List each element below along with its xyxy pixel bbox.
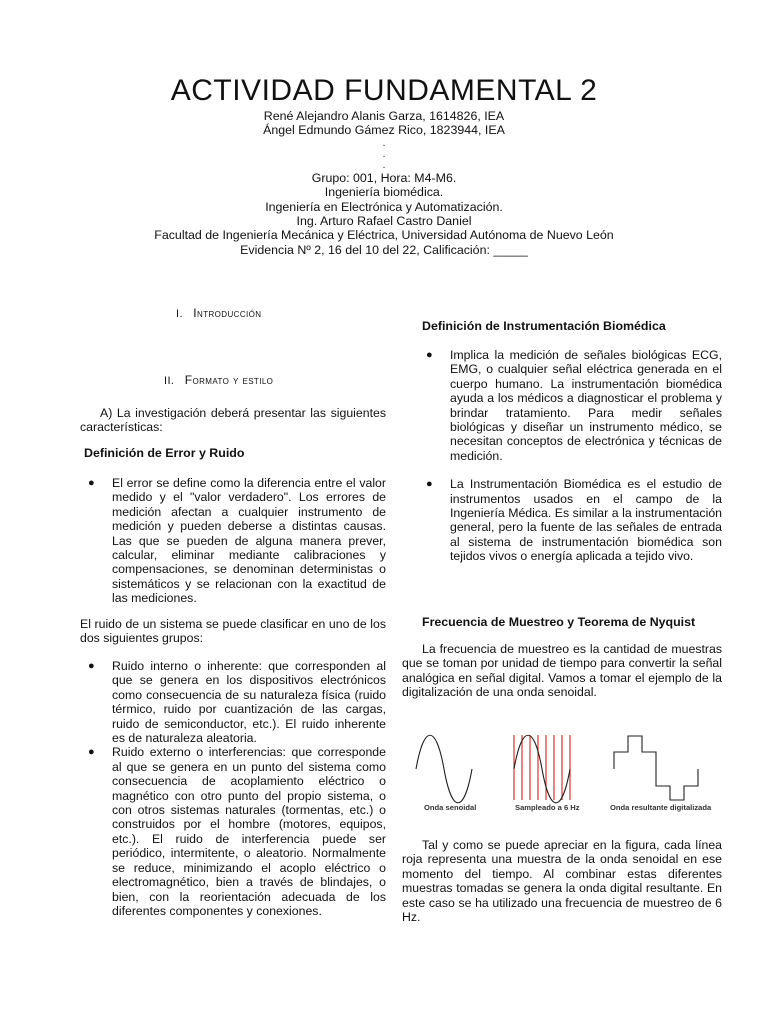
faculty-line: Facultad de Ingeniería Mecánica y Eléctrica, Universidad Autónoma de Nuevo León — [154, 228, 614, 243]
intro-paragraph: A) La investigación deberá presentar las siguientes características: — [80, 406, 386, 435]
sampling-figure — [402, 726, 722, 816]
list-item — [88, 476, 386, 606]
section-2-number: II. — [164, 375, 175, 387]
biomedical-bullet-list — [426, 348, 722, 564]
dot-line-2: . — [382, 148, 386, 160]
error-bullet-list — [88, 476, 386, 606]
list-item — [88, 745, 386, 918]
digitized-wave — [614, 736, 698, 800]
evidence-line: Evidencia Nº 2, 16 del 10 del 22, Calificación: _____ — [240, 242, 528, 257]
teacher-line: Ing. Arturo Rafael Castro Daniel — [296, 214, 472, 229]
noise-internal-text: Ruido interno o inherente: que corresponden al que se genera en los dispositivos electrónicos como consecuencia de su naturaleza física (ruido térmico, ruido por cuantización de las cargas, ruido de semiconductor, etc.). El ruido inherente es de naturaleza aleatoria. — [112, 659, 386, 746]
figure-explanation-paragraph: Tal y como se puede apreciar en la figura, cada línea roja representa una muestra de la onda senoidal en ese momento del tiempo. Al combinar estas diferentes muestras tomadas se genera la onda digital resultante. En este caso se ha utilizado una frecuencia de muestreo de 6 Hz. — [402, 838, 722, 925]
list-item — [88, 659, 386, 746]
sampling-paragraph: La frecuencia de muestreo es la cantidad de muestras que se toman por unidad de tiempo para convertir la señal analógica en señal digital. Vamos a tomar el ejemplo de la digitalización de una onda senoidal. — [402, 642, 722, 700]
noise-intro-paragraph: El ruido de un sistema se puede clasificar en uno de los dos siguientes grupos: — [80, 617, 386, 646]
noise-bullet-list — [88, 659, 386, 918]
section-1-number: I. — [176, 308, 183, 320]
subtitle-nyquist: Frecuencia de Muestreo y Teorema de Nyquist — [422, 615, 696, 629]
header-block — [0, 109, 768, 257]
bullet-icon: ● — [88, 477, 95, 489]
list-item — [426, 477, 722, 564]
career-line: Ingeniería en Electrónica y Automatización. — [265, 199, 503, 214]
caption-digitized: Onda resultante digitalizada — [610, 803, 712, 812]
author-line-2: Ángel Edmundo Gámez Rico, 1823944, IEA — [263, 123, 505, 138]
caption-sampled: Sampleado a 6 Hz — [515, 803, 580, 812]
subject-line: Ingeniería biomédica. — [324, 185, 444, 200]
group-line: Grupo: 001, Hora: M4-M6. — [311, 170, 457, 185]
error-bullet-text: El error se define como la diferencia entre el valor medido y el "valor verdadero". Los errores de medición afectan a cualquier instrumento de medición y pueden deberse a distintas causas. Las que se pueden de alguna manera prever, calcular, eliminar mediante calibraciones y compensaciones, se denominan deterministas o sistemáticos y se relacionan con la exactitud de las mediciones. — [112, 476, 386, 606]
dot-line-1: . — [382, 137, 386, 149]
sine-wave — [416, 735, 472, 803]
bullet-icon: ● — [88, 660, 95, 672]
author-line-1: René Alejandro Alanis Garza, 1614826, IEA — [263, 109, 505, 123]
biomedical-bullet-2: La Instrumentación Biomédica es el estudio de instrumentos usados en el campo de la Ingeniería Médica. Es similar a la instrumentación general, pero la fuente de las señales de entrada al sistema de instrumentación biomédica son tejidos vivos o energía aplicada a tejido vivo. — [450, 477, 722, 564]
section-2-title: Formato y estilo — [184, 373, 274, 387]
subtitle-error-noise: Definición de Error y Ruido — [84, 446, 245, 460]
list-item — [426, 348, 722, 463]
section-1-heading — [176, 306, 261, 321]
section-1-title: Introducción — [193, 306, 262, 320]
biomedical-bullet-1: Implica la medición de señales biológicas ECG, EMG, o cualquier señal eléctrica generada en el cuerpo humano. La instrumentación biomédica ayuda a los médicos a diagnosticar el problema y brindar tratamiento. Para medir señales biológicas y diseñar un instrumento médico, se necesitan conceptos de electrónica y técnicas de medición. — [450, 348, 722, 463]
subtitle-biomedical: Definición de Instrumentación Biomédica — [422, 319, 666, 333]
document-title: ACTIVIDAD FUNDAMENTAL 2 — [170, 74, 598, 107]
bullet-icon: ● — [88, 746, 95, 759]
bullet-icon: ● — [426, 349, 433, 361]
section-2-heading — [164, 373, 273, 388]
caption-sine: Onda senoidal — [424, 803, 477, 812]
bullet-icon: ● — [426, 478, 433, 491]
dot-line-3: . — [382, 159, 386, 171]
noise-external-text: Ruido externo o interferencias: que corresponde al que se genera en un punto del sistema como consecuencia de acoplamiento eléctrico o magnético con otro punto del propio sistema, o con otros sistemas naturales (tormentas, etc.) o construidos por el hombre (motores, equipos, etc.). El ruido de interferencia puede ser periódico, intermitente, o aleatorio. Normalmente se reduce, minimizando el acoplo eléctrico o electromagnético, bien a través de blindajes, o bien, con la reorientación adecuada de los diferentes componentes y conexiones. — [112, 745, 386, 918]
sampling-figure-svg — [402, 726, 722, 816]
